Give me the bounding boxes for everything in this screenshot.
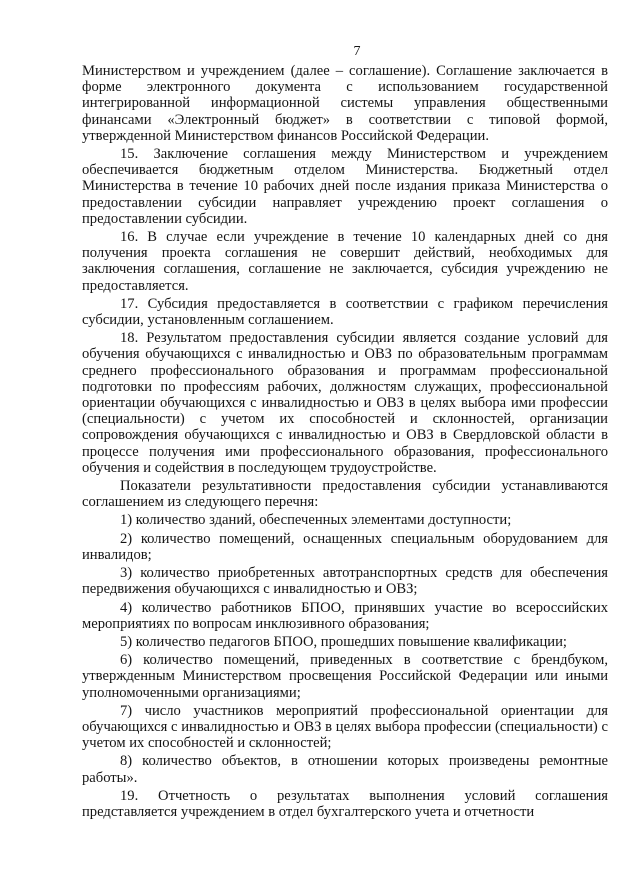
list-item: 5) количество педагогов БПОО, прошедших повышение квалификации; bbox=[120, 633, 567, 650]
paragraph-16: 16. В случае если учреждение в течение 10 календарных дней со дня получения проекта соглашения не совершит действий, необходимых для заключения соглашения, соглашение не заключается, субсидия учреждению не предоставляется. bbox=[82, 229, 608, 294]
paragraph-agreement-form: Министерством и учреждением (далее – соглашение). Соглашение заключается в форме электронного документа с использованием государственной интегрированной информационной системы управления общественными финансами «Электронный бюджет» в соответствии с типовой формой, утвержденной Министерством финансов Российской Федерации. bbox=[82, 63, 608, 144]
paragraph-17: 17. Субсидия предоставляется в соответствии с графиком перечисления субсидии, установленным соглашением. bbox=[82, 295, 608, 329]
list-item: 3) количество приобретенных автотранспортных средств для обеспечения передвижения обучающихся с инвалидностью и ОВЗ; bbox=[82, 565, 608, 598]
list-item: 8) количество объектов, в отношении которых произведены ремонтные работы». bbox=[82, 753, 608, 786]
list-item: 6) количество помещений, приведенных в соответствие с брендбуком, утвержденным Министерством просвещения Российской Федерации или иными уполномоченными организациями; bbox=[82, 652, 608, 701]
page-number: 7 bbox=[353, 44, 361, 59]
list-item: 2) количество помещений, оснащенных специальным оборудованием для инвалидов; bbox=[82, 530, 608, 563]
paragraph-15: 15. Заключение соглашения между Министерством и учреждением обеспечивается бюджетным отделом Министерства. Бюджетный отдел Министерства в течение 10 рабочих дней после издания приказа Министерства о предоставлении субсидии направляет учреждению проект соглашения о предоставлении субсидии. bbox=[82, 146, 608, 227]
list-item: 4) количество работников БПОО, принявших участие во всероссийских мероприятиях по вопросам инклюзивного образования; bbox=[82, 599, 608, 632]
paragraph-18: 18. Результатом предоставления субсидии является создание условий для обучения обучающихся с инвалидностью и ОВЗ по образовательным программам среднего профессионального образования и программам профессиональной подготовки по профессиям рабочих, должностям служащих, профессиональной ориентации обучающихся с инвалидностью и ОВЗ в целях выбора ими профессии (специальности) с учетом их способностей и склонностей, организации сопровождения обучающихся с инвалидностью и ОВЗ в Свердловской области в процессе получения ими профессионального образования, профессионального обучения и содействия в последующем трудоустройстве. bbox=[82, 330, 608, 476]
paragraph-indicators-intro: Показатели результативности предоставления субсидии устанавливаются соглашением из следующего перечня: bbox=[82, 478, 608, 511]
list-item: 7) число участников мероприятий профессиональной ориентации для обучающихся с инвалидностью и ОВЗ в целях выбора профессии (специальности) с учетом их способностей и склонностей; bbox=[82, 702, 608, 752]
paragraph-19: 19. Отчетность о результатах выполнения условий соглашения представляется учреждением в отдел бухгалтерского учета и отчетности bbox=[82, 787, 608, 820]
list-item: 1) количество зданий, обеспеченных элементами доступности; bbox=[120, 512, 512, 529]
